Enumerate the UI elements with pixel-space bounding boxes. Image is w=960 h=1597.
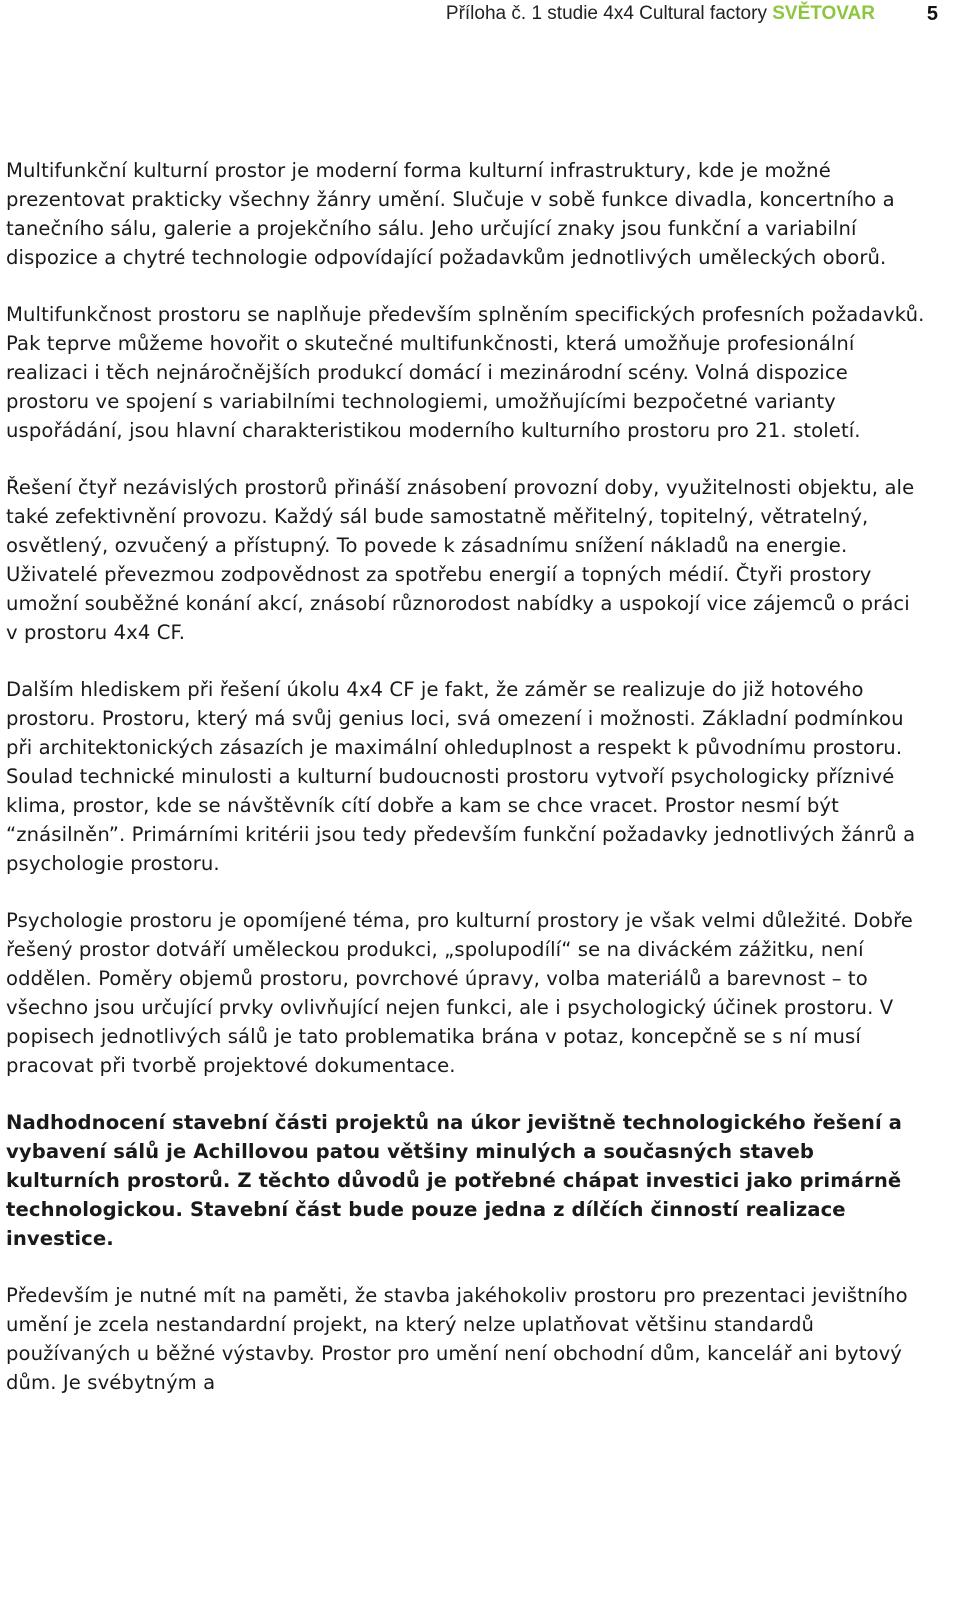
header-title-prefix: Příloha č. 1 studie 4x4 Cultural factory	[445, 3, 773, 24]
paragraph: Řešení čtyř nezávislých prostorů přináší znásobení provozní doby, využitelnosti objektu, ale také zefektivnění provozu. Každý sál bude samostatně měřitelný, topitelný, větratelný, osvětlený, ozvučený a přístupný. To povede k zásadnímu snížení nákladů na energie. Uživatelé převezmou zodpovědnost za spotřebu energií a topných médií. Čtyři prostory umožní souběžné konání akcí, znásobí různorodost nabídky a uspokojí vice zájemců o práci v prostoru 4x4 CF.	[6, 476, 915, 644]
paragraph: Psychologie prostoru je opomíjené téma, pro kulturní prostory je však velmi důležité. Dobře řešený prostor dotváří uměleckou produkci, „spolupodílí“ se na diváckém zážitku, není oddělen. Poměry objemů prostoru, povrchové úpravy, volba materiálů a barevnost – to všechno jsou určující prvky ovlivňující nejen funkci, ale i psychologický účinek prostoru. V popisech jednotlivých sálů je tato problematika brána v potaz, koncepčně se s ní musí pracovat při tvorbě projektové dokumentace.	[6, 909, 913, 1077]
page-number: 5	[926, 3, 938, 25]
header-title	[446, 3, 875, 25]
paragraph: Dalším hlediskem při řešení úkolu 4x4 CF je fakt, že záměr se realizuje do již hotového prostoru. Prostoru, který má svůj genius loci, svá omezení i možnosti. Základní podmínkou při architektonických zásazích je maximální ohleduplnost a respekt k původnímu prostoru. Soulad technické minulosti a kulturní budoucnosti prostoru vytvoří psychologicky příznivé klima, prostor, kde se návštěvník cítí dobře a kam se chce vracet. Prostor nesmí být “znásilněn”. Primárními kritérii jsou tedy především funkční požadavky jednotlivých žánrů a psychologie prostoru.	[6, 678, 916, 875]
bold-paragraph: Nadhodnocení stavební části projektů na úkor jevištně technologického řešení a vybavení sálů je Achillovou patou většiny minulých a současných staveb kulturních prostorů. Z těchto důvodů je potřebné chápat investici jako primárně technologickou. Stavební část bude pouze jedna z dílčích činností realizace investice.	[6, 1111, 903, 1250]
paragraph: Multifunkční kulturní prostor je moderní forma kulturní infrastruktury, kde je možné prezentovat prakticky všechny žánry umění. Slučuje v sobě funkce divadla, koncertního a tanečního sálu, galerie a projekčního sálu. Jeho určující znaky jsou funkční a variabilní dispozice a chytré technologie odpovídající požadavkům jednotlivých uměleckých oborů.	[6, 159, 895, 269]
paragraph: Především je nutné mít na paměti, že stavba jakéhokoliv prostoru pro prezentaci jevištního umění je zcela nestandardní projekt, na který nelze uplatňovat většinu standardů používaných u běžné výstavby. Prostor pro umění není obchodní dům, kancelář ani bytový dům. Je svébytným a	[6, 1284, 908, 1394]
document-body	[6, 156, 926, 1425]
paragraph: Multifunkčnost prostoru se naplňuje především splněním specifických profesních požadavků. Pak teprve můžeme hovořit o skutečné multifunkčnosti, která umožňuje profesionální realizaci i těch nejnáročnějších produkcí domácí i mezinárodní scény. Volná dispozice prostoru ve spojení s variabilními technologiemi, umožňujícími bezpočetné varianty uspořádání, jsou hlavní charakteristikou moderního kulturního prostoru pro 21. století.	[6, 303, 925, 442]
page-header	[0, 0, 960, 30]
header-title-highlight: SVĚTOVAR	[772, 3, 875, 24]
